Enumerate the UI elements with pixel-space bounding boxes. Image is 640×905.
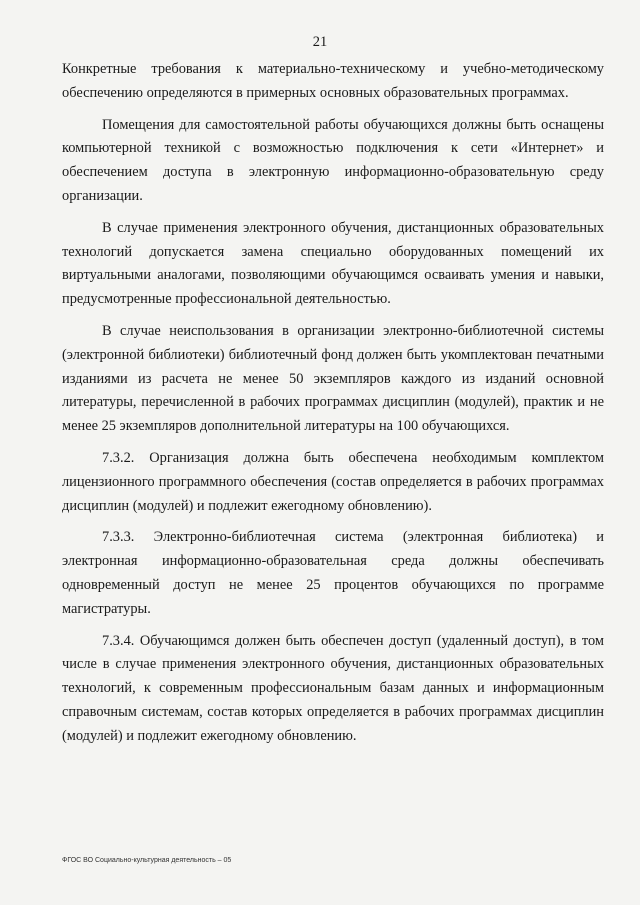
paragraph: 7.3.2. Организация должна быть обеспечена необходимым комплектом лицензионного программного обеспечения (состав определяется в рабочих программах дисциплин (модулей) и подлежит ежегодному обновлению). [62,449,604,514]
paragraph: 7.3.4. Обучающимся должен быть обеспечен доступ (удаленный доступ), в том числе в случае применения электронного обучения, дистанционных образовательных технологий, к современным профессиональным базам данных и информационным справочным системам, состав которых определяется в рабочих программах дисциплин (модулей) и подлежит ежегодному обновлению. [62,632,604,744]
paragraph: Конкретные требования к материально-техническому и учебно-методическому обеспечению определяются в примерных основных образовательных программах. [62,61,604,101]
paragraph: Помещения для самостоятельной работы обучающихся должны быть оснащены компьютерной техникой с возможностью подключения к сети «Интернет» и обеспечением доступа в электронную информационно-образовательную среду организации. [62,116,604,204]
paragraph: 7.3.3. Электронно-библиотечная система (электронная библиотека) и электронная информационно-образовательная среда должны обеспечивать одновременный доступ не менее 25 процентов обучающихся по программе магистратуры. [62,529,604,617]
paragraph: В случае применения электронного обучения, дистанционных образовательных технологий допускается замена специально оборудованных помещений их виртуальными аналогами, позволяющими обучающимся осваивать умения и навыки, предусмотренные профессиональной деятельностью. [62,219,604,308]
page-number: 21 [312,34,328,50]
document-body [62,58,604,757]
paragraph: В случае неиспользования в организации электронно-библиотечной системы (электронной библиотеки) библиотечный фонд должен быть укомплектован печатными изданиями из расчета не менее 50 экземпляров каждого из изданий основной литературы, перечисленной в рабочих программах дисциплин (модулей), практик и не менее 25 экземпляров дополнительной литературы на 100 обучающихся. [62,322,604,435]
footer-note: ФГОС ВО Социально-культурная деятельность – 05 [62,857,232,864]
